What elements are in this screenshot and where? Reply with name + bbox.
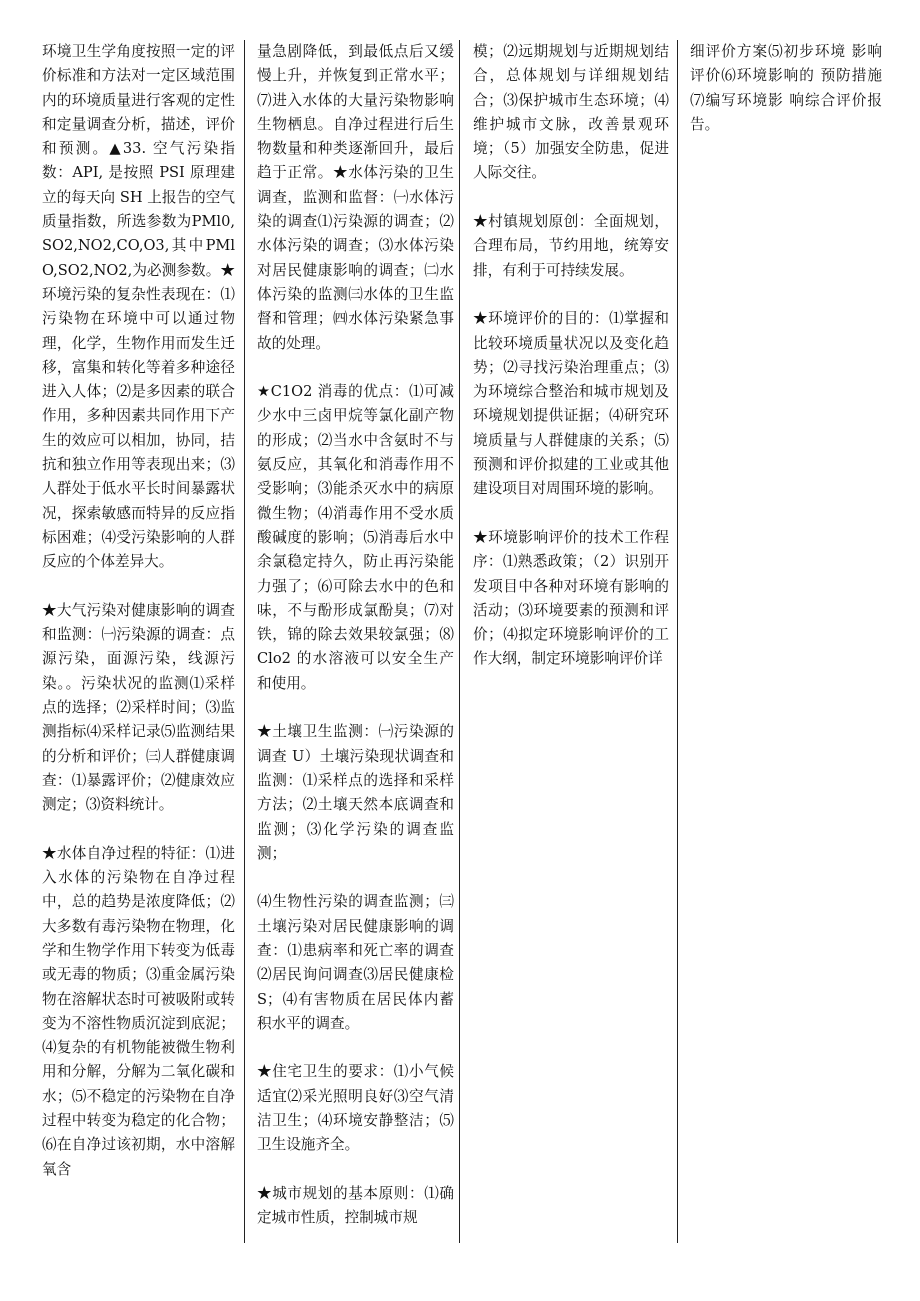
paragraph: ★大气污染对健康影响的调查和监测：㈠污染源的调查：点源污染，面源污染，线源污染。。污染状况的监测⑴采样点的选择；⑵采样时间；⑶监测指标⑷采样记录⑸监测结果的分析和评价；㈢人群健康调查：⑴暴露评价；⑵健康效应测定；⑶资料统计。 <box>42 601 235 814</box>
paragraph: ★村镇规划原创：全面规划，合理布局，节约用地，统筹安排，有利于可持续发展。 <box>473 213 669 279</box>
paragraph: ★土壤卫生监测：㈠污染源的调查 U）土壤污染现状调查和监测：⑴采样点的选择和采样方法；⑵土壤天然本底调查和监测；⑶化学污染的调查监测； <box>257 723 454 862</box>
paragraph: ⑷生物性污染的调查监测；㈢土壤污染对居民健康影响的调查：⑴患病率和死亡率的调查⑵居民询问调查⑶居民健康检 S；⑷有害物质在居民体内蓄积水平的调查。 <box>257 893 454 1032</box>
paragraph: 环境卫生学角度按照一定的评价标准和方法对一定区域范围内的环境质量进行客观的定性和定量调查分析，描述，评价和预测。▲33. 空气污染指数：API, 是按照 PSI 原理建立的每天向 SH 上报告的空气质量指数，所选参数为PMl0,SO2,NO2,CO,O3,其中PMlO,SO2,NO2,为必测参数。★环境污染的复杂性表现在：⑴污染物在环境中可以通过物理，化学，生物作用而发生迁移，富集和转化等着多种途径进入人体；⑵是多因素的联合作用，多种因素共同作用下产生的效应可以相加，协同，拮抗和独立作用等表现出来；⑶人群处于低水平长时间暴露状况，探索敏感而特异的反应指标困难；⑷受污染影响的人群反应的个体差异大。 <box>42 43 235 571</box>
text-column-2 <box>257 40 454 1231</box>
paragraph: 模；⑵远期规划与近期规划结合，总体规划与详细规划结合；⑶保护城市生态环境；⑷维护城市文脉，改善景观环境；（5）加强安全防患，促进人际交往。 <box>473 43 669 182</box>
paragraph: ★住宅卫生的要求：⑴小气候适宜⑵采光照明良好⑶空气清洁卫生；⑷环境安静整洁；⑸卫生设施齐全。 <box>257 1063 454 1154</box>
column-divider <box>459 40 460 1243</box>
paragraph: ★C1O2 消毒的优点：⑴可减少水中三卤甲烷等氯化副产物的形成；⑵当水中含氨时不与氨反应，其氧化和消毒作用不受影响；⑶能杀灭水中的病原微生物；⑷消毒作用不受水质酸碱度的影响；⑸消毒后水中余氯稳定持久，防止再污染能力强了；⑹可除去水中的色和味，不与酚形成氯酚臭；⑺对铁，锦的除去效果较氯强；⑻Clo2 的水溶液可以安全生产和使用。 <box>257 383 454 692</box>
paragraph: 细评价方案⑸初步环境 影响评价⑹环境影响的 预防措施⑺编写环境影 响综合评价报告。 <box>690 43 882 133</box>
column-divider <box>677 40 678 1243</box>
paragraph: ★水体自净过程的特征：⑴进入水体的污染物在自净过程中，总的趋势是浓度降低；⑵大多数有毒污染物在物理，化学和生物学作用下转变为低毒或无毒的物质；⑶重金属污染物在溶解状态时可被吸附或转变为不溶性物质沉淀到底泥；⑷复杂的有机物能被微生物利用和分解，分解为二氧化碳和水；⑸不稳定的污染物在自净过程中转变为稳定的化合物；⑹在自净过该初期，水中溶解氧含 <box>42 844 235 1178</box>
text-column-3 <box>473 40 669 672</box>
column-divider <box>244 40 245 1243</box>
paragraph: ★环境影响评价的技术工作程序：⑴熟悉政策；（2）识别开发项目中各种对环境有影响的活动；⑶环境要素的预测和评价；⑷拟定环境影响评价的工作大纲，制定环境影响评价详 <box>473 528 669 668</box>
paragraph: 量急剧降低，到最低点后又缓慢上升，并恢复到正常水平；⑺进入水体的大量污染物影响生物栖息。自净过程进行后生物数量和种类逐渐回升，最后趋于正常。★水体污染的卫生调查，监测和监督：㈠水体污染的调查⑴污染源的调查；⑵水体污染的调查；⑶水体污染对居民健康影响的调查；㈡水体污染的监测㈢水体的卫生监督和管理；㈣水体污染紧急事故的处理。 <box>257 43 454 352</box>
paragraph: ★城市规划的基本原则：⑴确定城市性质，控制城市规 <box>257 1184 454 1227</box>
paragraph: ★环境评价的目的：⑴掌握和比较环境质量状况以及变化趋势；⑵寻找污染治理重点；⑶为环境综合整治和城市规划及环境规划提供证据；⑷研究环境质量与人群健康的关系；⑸预测和评价拟建的工业或其他建设项目对周围环境的影响。 <box>473 310 669 498</box>
text-column-1 <box>42 40 235 1182</box>
text-column-4 <box>690 40 882 137</box>
